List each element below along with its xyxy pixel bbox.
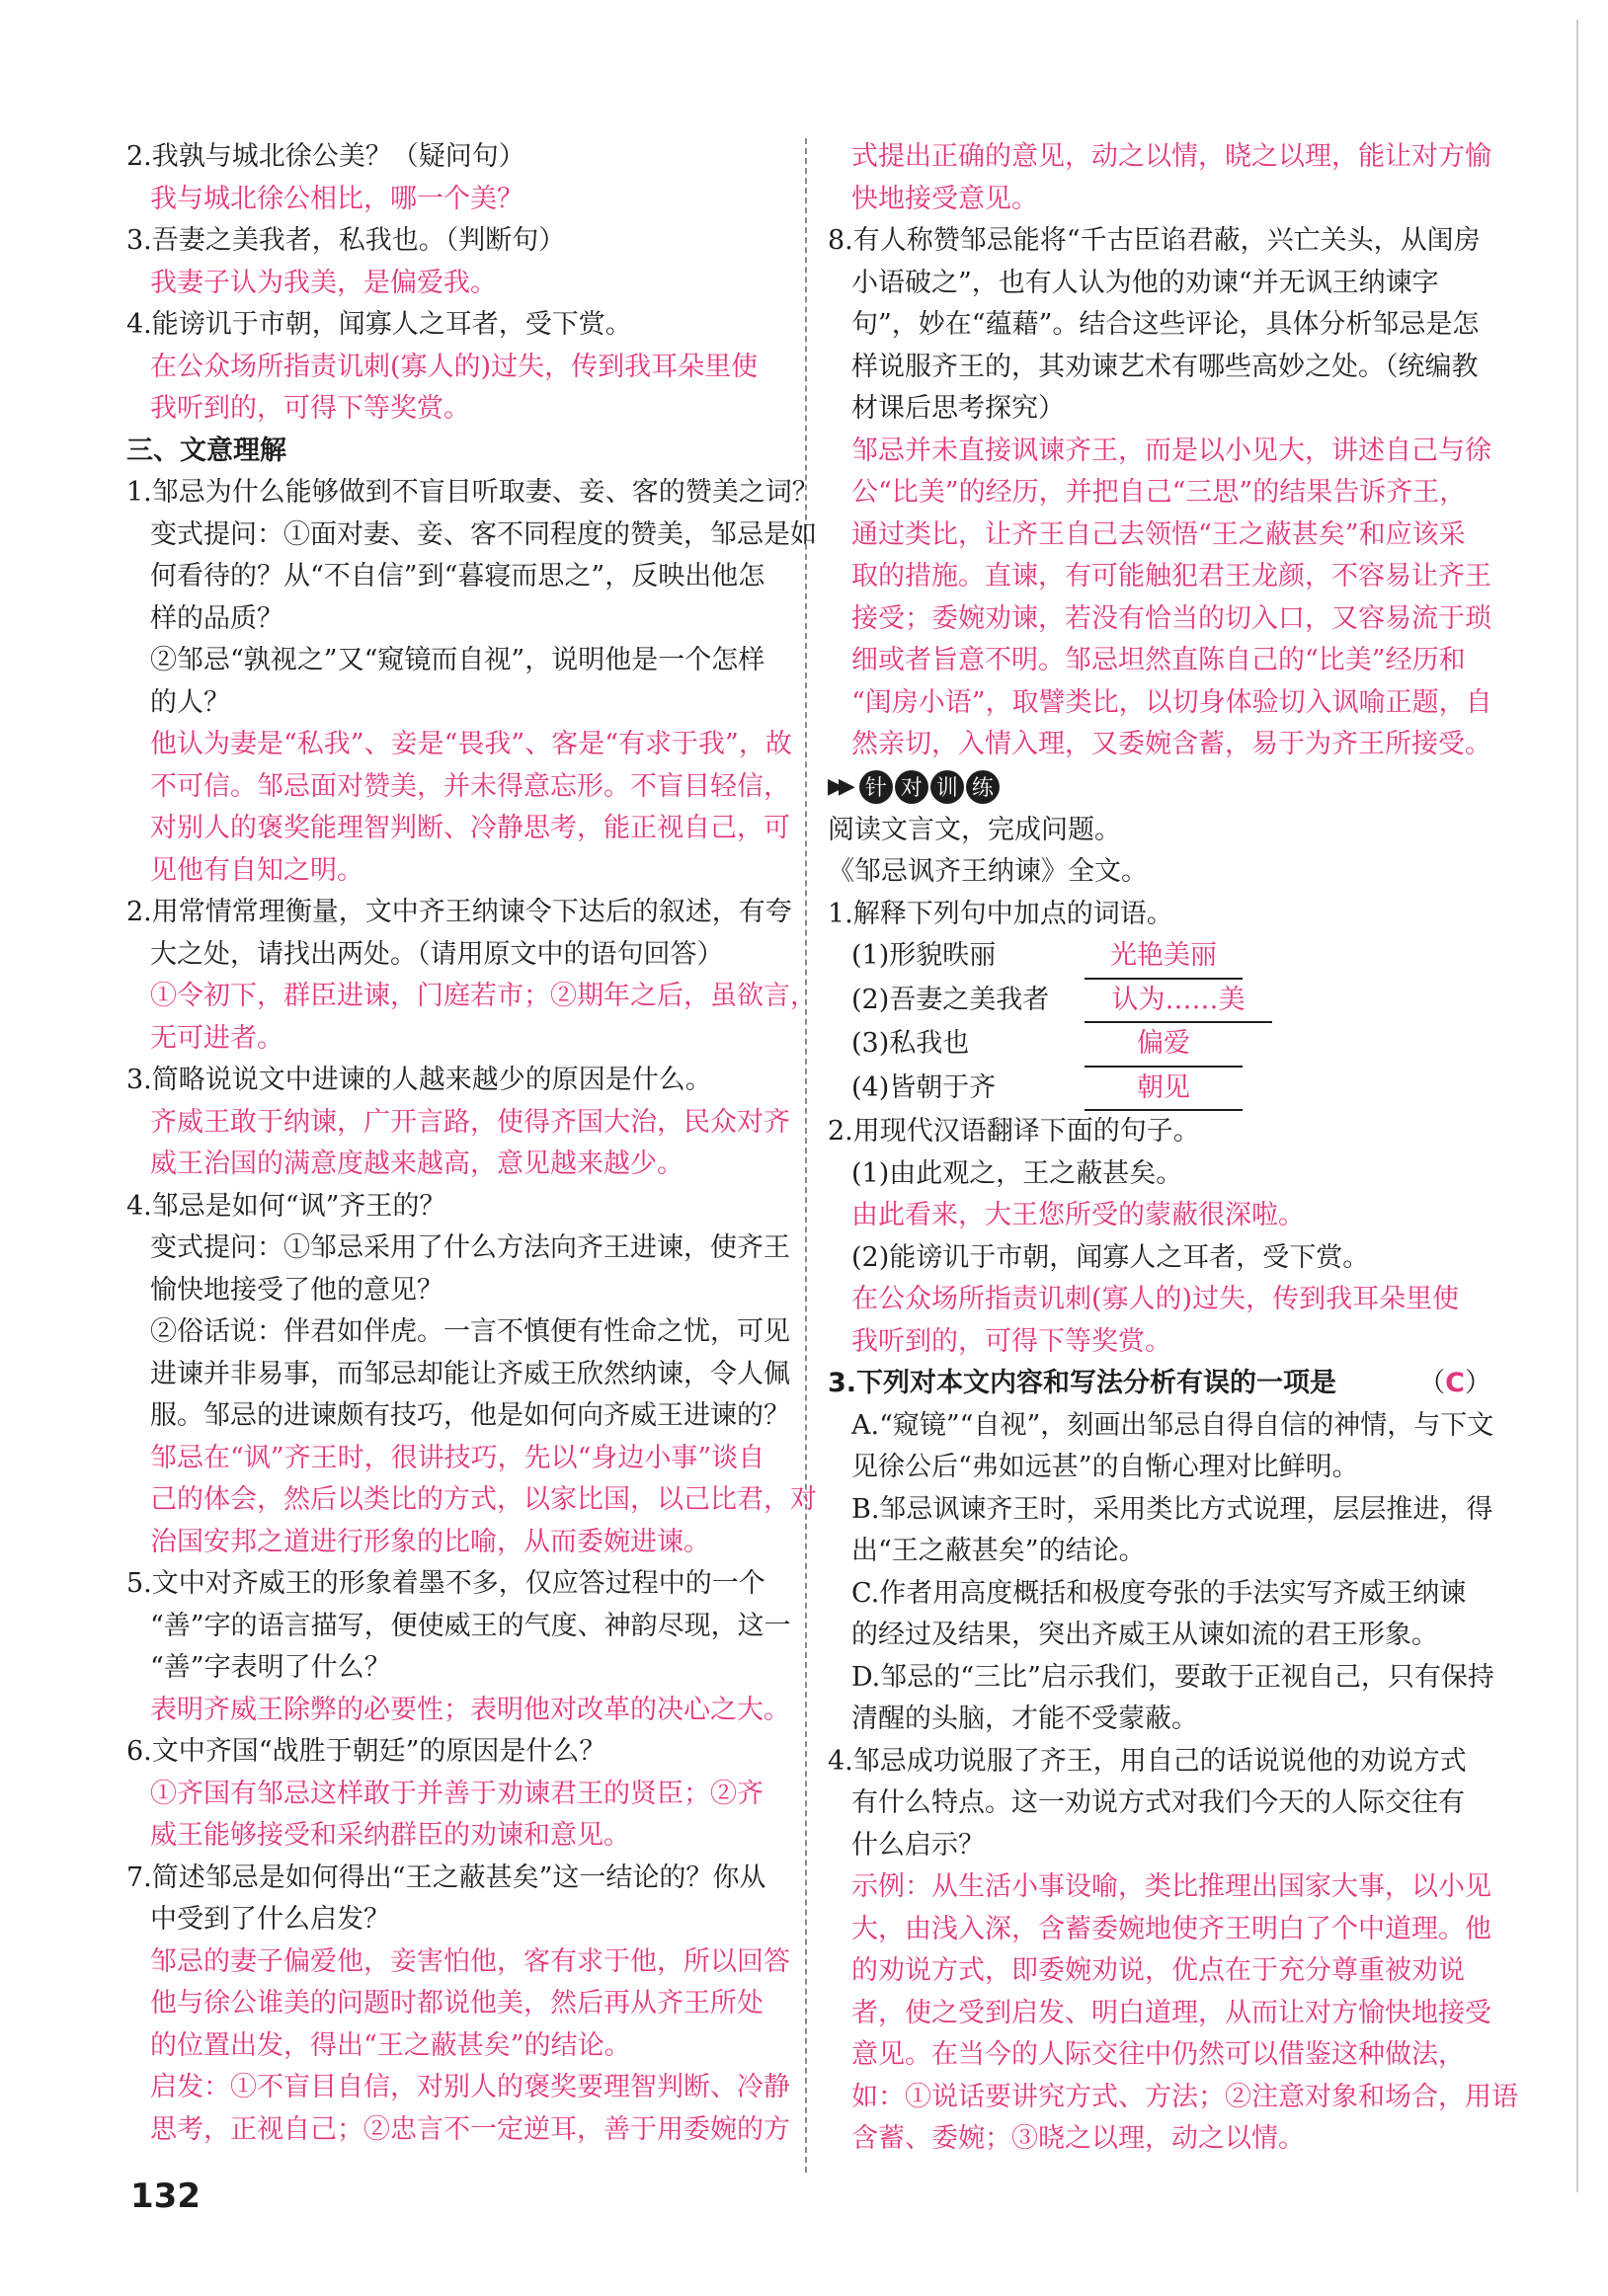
banner-char: 对: [895, 770, 928, 804]
text-line: C.作者用高度概括和极度夸张的手法实写齐威王纳谏: [851, 1577, 1467, 1609]
answer-line: 公“比美”的经历，并把自己“三思”的结果告诉齐王，: [851, 477, 1467, 508]
left-column: [126, 136, 819, 2151]
question-8-continued: [828, 136, 1491, 766]
text-line: 的人？: [150, 686, 230, 718]
text-line: 《邹忌讽齐王纳谏》全文。: [828, 856, 1148, 887]
answer-line: 无可进者。: [150, 1022, 283, 1054]
question-line: 2.用现代汉语翻译下面的句子。: [828, 1116, 1200, 1147]
answer-line: 我听到的，可得下等奖赏。: [851, 1325, 1171, 1357]
answer-line: 见他有自知之明。: [150, 854, 363, 886]
vocab-answer-blank: 光艳美丽: [1085, 935, 1243, 980]
text-line: 什么启示？: [851, 1829, 985, 1861]
text-line: 进谏并非易事，而邹忌却能让齐威王欣然纳谏，令人佩: [150, 1358, 790, 1389]
text-line: ②俗话说：伴君如伴虎。一言不慎便有性命之忧，可见: [150, 1316, 790, 1347]
question-line: 2.我孰与城北徐公美？（疑问句）: [126, 141, 525, 172]
question-line: 3.简略说说文中进谏的人越来越少的原因是什么。: [126, 1065, 712, 1095]
text-line: 清醒的头脑，才能不受蒙蔽。: [851, 1703, 1198, 1734]
vocab-answer-blank: 偏爱: [1085, 1023, 1243, 1068]
vocab-answer-blank: 认为……美: [1085, 980, 1272, 1024]
answer-line: 他与徐公谁美的问题时都说他美，然后再从齐王所处: [150, 1988, 764, 2019]
text-line: 的经过及结果，突出齐威王从谏如流的君王形象。: [851, 1620, 1438, 1650]
question-line: 2.用常情常理衡量，文中齐王纳谏令下达后的叙述，有夸: [126, 897, 792, 927]
answer-line: 邹忌在“讽”齐王时，很讲技巧，先以“身边小事”谈自: [150, 1442, 765, 1473]
vocab-term: (2)吾妻之美我者: [851, 984, 1050, 1015]
answer-line: 我妻子认为我美，是偏爱我。: [150, 267, 497, 298]
answer-line: 示例：从生活小事设喻，类比推理出国家大事，以小见: [851, 1871, 1491, 1902]
text-line: 中受到了什么启发？: [150, 1904, 390, 1935]
text-line: (1)由此观之，王之蔽甚矣。: [851, 1157, 1183, 1189]
double-arrow-icon: ▶▶: [828, 774, 849, 799]
text-line: ②邹忌“孰视之”又“窥镜而自视”，说明他是一个怎样: [150, 645, 765, 675]
answer-line: 如：①说话要讲究方式、方法；②注意对象和场合，用语: [851, 2081, 1518, 2112]
text-line: 愉快地接受了他的意见？: [150, 1274, 443, 1306]
translation-section: [828, 1111, 1491, 1363]
answer-line: 治国安邦之道进行形象的比喻，从而委婉进谏。: [150, 1526, 710, 1557]
answer-line: 接受；委婉劝谏，若没有恰当的切入口，又容易流于琐: [851, 602, 1491, 634]
vocab-list: [828, 935, 1491, 1111]
text-line: A.“窥镜”“自视”，刻画出邹忌自得自信的神情，与下文: [851, 1409, 1494, 1441]
page-number: 132: [130, 2177, 201, 2216]
answer-line: 通过类比，让齐王自己去领悟“王之蔽甚矣”和应该采: [851, 518, 1466, 550]
page-edge-line: [1576, 20, 1578, 2192]
answer-line: 意见。在当今的人际交往中仍然可以借鉴这种做法，: [851, 2039, 1465, 2070]
text-line: “善”字表明了什么？: [150, 1652, 391, 1683]
answer-line: “闺房小语”，取譬类比，以切身体验切入讽喻正题，自: [851, 686, 1492, 718]
question-line: 4.邹忌成功说服了齐王，用自己的话说说他的劝说方式: [828, 1745, 1467, 1777]
vocab-answer-blank: 朝见: [1085, 1068, 1243, 1112]
answer-line: 式提出正确的意见，动之以情，晓之以理，能让对方愉: [851, 141, 1491, 172]
banner-char: 针: [859, 770, 893, 804]
answer-line: 由此看来，大王您所受的蒙蔽很深啦。: [851, 1200, 1305, 1230]
text-line: (2)能谤讥于市朝，闻寡人之耳者，受下赏。: [851, 1241, 1370, 1273]
answer-line: 取的措施。直谏，有可能触犯君王龙颜，不容易让齐王: [851, 561, 1491, 592]
practice-banner: [828, 766, 1491, 808]
vocab-term: (4)皆朝于齐: [851, 1071, 997, 1103]
question-line: 4.能谤讥于市朝，闻寡人之耳者，受下赏。: [126, 309, 632, 340]
right-column: [828, 136, 1518, 2161]
question-line: 7.简述邹忌是如何得出“王之蔽甚矣”这一结论的？你从: [126, 1861, 766, 1893]
text-line: 句”，妙在“蕴藉”。结合这些评论，具体分析邹忌是怎: [851, 309, 1480, 340]
answer-line: 然亲切，入情入理，又委婉含蓄，易于为齐王所接受。: [851, 729, 1491, 759]
vocab-row: [828, 1023, 1491, 1068]
banner-char: 训: [930, 770, 964, 804]
answer-line: 者，使之受到启发、明白道理，从而让对方愉快地接受: [851, 1997, 1491, 2028]
text-line: 样说服齐王的，其劝谏艺术有哪些高妙之处。（统编教: [851, 351, 1479, 382]
practice-intro: [828, 810, 1491, 936]
answer-line: ①令初下，群臣进谏，门庭若市；②期年之后，虽欲言，: [150, 981, 817, 1011]
answer-line: 启发：①不盲目自信，对别人的褒奖要理智判断、冷静: [150, 2072, 790, 2102]
answer-line: 邹忌的妻子偏爱他，妾害怕他，客有求于他，所以回答: [150, 1945, 790, 1977]
answer-line: 思考，正视自己；②忠言不一定逆耳，善于用委婉的方: [150, 2113, 790, 2145]
question-line: 8.有人称赞邹忌能将“千古臣谄君蔽，兴亡关头，从闺房: [828, 225, 1481, 256]
text-line: 变式提问：①面对妻、妾、客不同程度的赞美，邹忌是如: [150, 518, 817, 550]
text-line: 服。邹忌的进谏颇有技巧，他是如何向齐威王进谏的？: [150, 1400, 790, 1431]
text-line: 小语破之”，也有人认为他的劝谏“并无讽王纳谏字: [851, 267, 1439, 298]
choice-answer: （C）: [1418, 1368, 1491, 1398]
answer-line: 威王治国的满意度越来越高，意见越来越少。: [150, 1148, 683, 1179]
answer-line: 快地接受意见。: [851, 183, 1038, 214]
answer-line: 在公众场所指责讥刺(寡人的)过失，传到我耳朵里使: [150, 351, 759, 382]
answer-line: 不可信。邹忌面对赞美，并未得意忘形。不盲目轻信，: [150, 770, 790, 802]
answer-line: 含蓄、委婉；③晓之以理，动之以情。: [851, 2123, 1305, 2154]
question-line: 6.文中齐国“战胜于朝廷”的原因是什么？: [126, 1736, 606, 1767]
answer-line: 他认为妻是“私我”、妾是“畏我”、客是“有求于我”，故: [150, 729, 792, 759]
answer-line: 在公众场所指责讥刺(寡人的)过失，传到我耳朵里使: [851, 1284, 1460, 1314]
answer-line: 的劝说方式，即委婉劝说，优点在于充分尊重被劝说: [851, 1955, 1465, 1986]
text-line: 有什么特点。这一劝说方式对我们今天的人际交往有: [851, 1787, 1465, 1818]
question-line: 5.文中对齐威王的形象着墨不多，仅应答过程中的一个: [126, 1568, 765, 1599]
text-line: 何看待的？从“不自信”到“暮寝而思之”，反映出他怎: [150, 561, 765, 592]
answer-line: 我与城北徐公相比，哪一个美？: [150, 183, 523, 214]
answer-line: 我听到的，可得下等奖赏。: [150, 393, 470, 424]
answer-line: 邹忌并未直接讽谏齐王，而是以小见大，讲述自己与徐: [851, 435, 1491, 466]
text-line: 样的品质？: [150, 602, 283, 634]
banner-char: 练: [966, 770, 1000, 804]
answer-line: 表明齐威王除弊的必要性；表明他对改革的决心之大。: [150, 1694, 790, 1725]
text-line: 材课后思考探究）: [851, 393, 1065, 424]
answer-line: 细或者旨意不明。邹忌坦然直陈自己的“比美”经历和: [851, 645, 1466, 675]
answer-line: 对别人的褒奖能理智判断、冷静思考，能正视自己，可: [150, 813, 790, 843]
answer-line: ①齐国有邹忌这样敢于并善于劝谏君王的贤臣；②齐: [150, 1778, 764, 1809]
question-line: 1.解释下列句中加点的词语。: [828, 898, 1173, 929]
answer-line: 齐威王敢于纳谏，广开言路，使得齐国大治，民众对齐: [150, 1106, 790, 1138]
section-heading: 三、文意理解: [126, 435, 286, 466]
question-3-stem: 3.下列对本文内容和写法分析有误的一项是 （C）: [828, 1363, 1491, 1405]
vocab-term: (3)私我也: [851, 1028, 970, 1059]
answer-line: 己的体会，然后以类比的方式，以家比国，以己比君，对: [150, 1484, 817, 1515]
vocab-row: [828, 1068, 1491, 1112]
question-line: 3.吾妻之美我者，私我也。（判断句）: [126, 225, 566, 256]
text-line: 变式提问：①邹忌采用了什么方法向齐王进谏，使齐王: [150, 1232, 790, 1263]
answer-line: 大，由浅入深，含蓄委婉地使齐王明白了个中道理。他: [851, 1913, 1491, 1944]
text-line: 见徐公后“弗如远甚”的自惭心理对比鲜明。: [851, 1452, 1359, 1482]
text-line: D.邹忌的“三比”启示我们，要敢于正视自己，只有保持: [851, 1661, 1494, 1693]
vocab-term: (1)形貌昳丽: [851, 940, 997, 971]
options-and-question-4: [828, 1405, 1518, 2161]
text-line: B.邹忌讽谏齐王时，采用类比方式说理，层层推进，得: [851, 1493, 1493, 1525]
text-line: 出“王之蔽甚矣”的结论。: [851, 1536, 1146, 1566]
question-line: 4.邹忌是如何“讽”齐王的？: [126, 1190, 446, 1222]
answer-line: 的位置出发，得出“王之蔽甚矣”的结论。: [150, 2029, 631, 2061]
answer-line: 威王能够接受和采纳群臣的劝谏和意见。: [150, 1820, 630, 1851]
text-line: 大之处，请找出两处。（请用原文中的语句回答）: [150, 938, 724, 970]
column-divider: [805, 138, 807, 2173]
text-line: 阅读文言文，完成问题。: [828, 814, 1121, 845]
question-line: 1.邹忌为什么能够做到不盲目听取妻、妾、客的赞美之词？: [126, 477, 819, 508]
text-line: “善”字的语言描写，便使威王的气度、神韵尽现，这一: [150, 1610, 791, 1641]
vocab-row: [828, 935, 1491, 980]
vocab-row: [828, 980, 1491, 1024]
